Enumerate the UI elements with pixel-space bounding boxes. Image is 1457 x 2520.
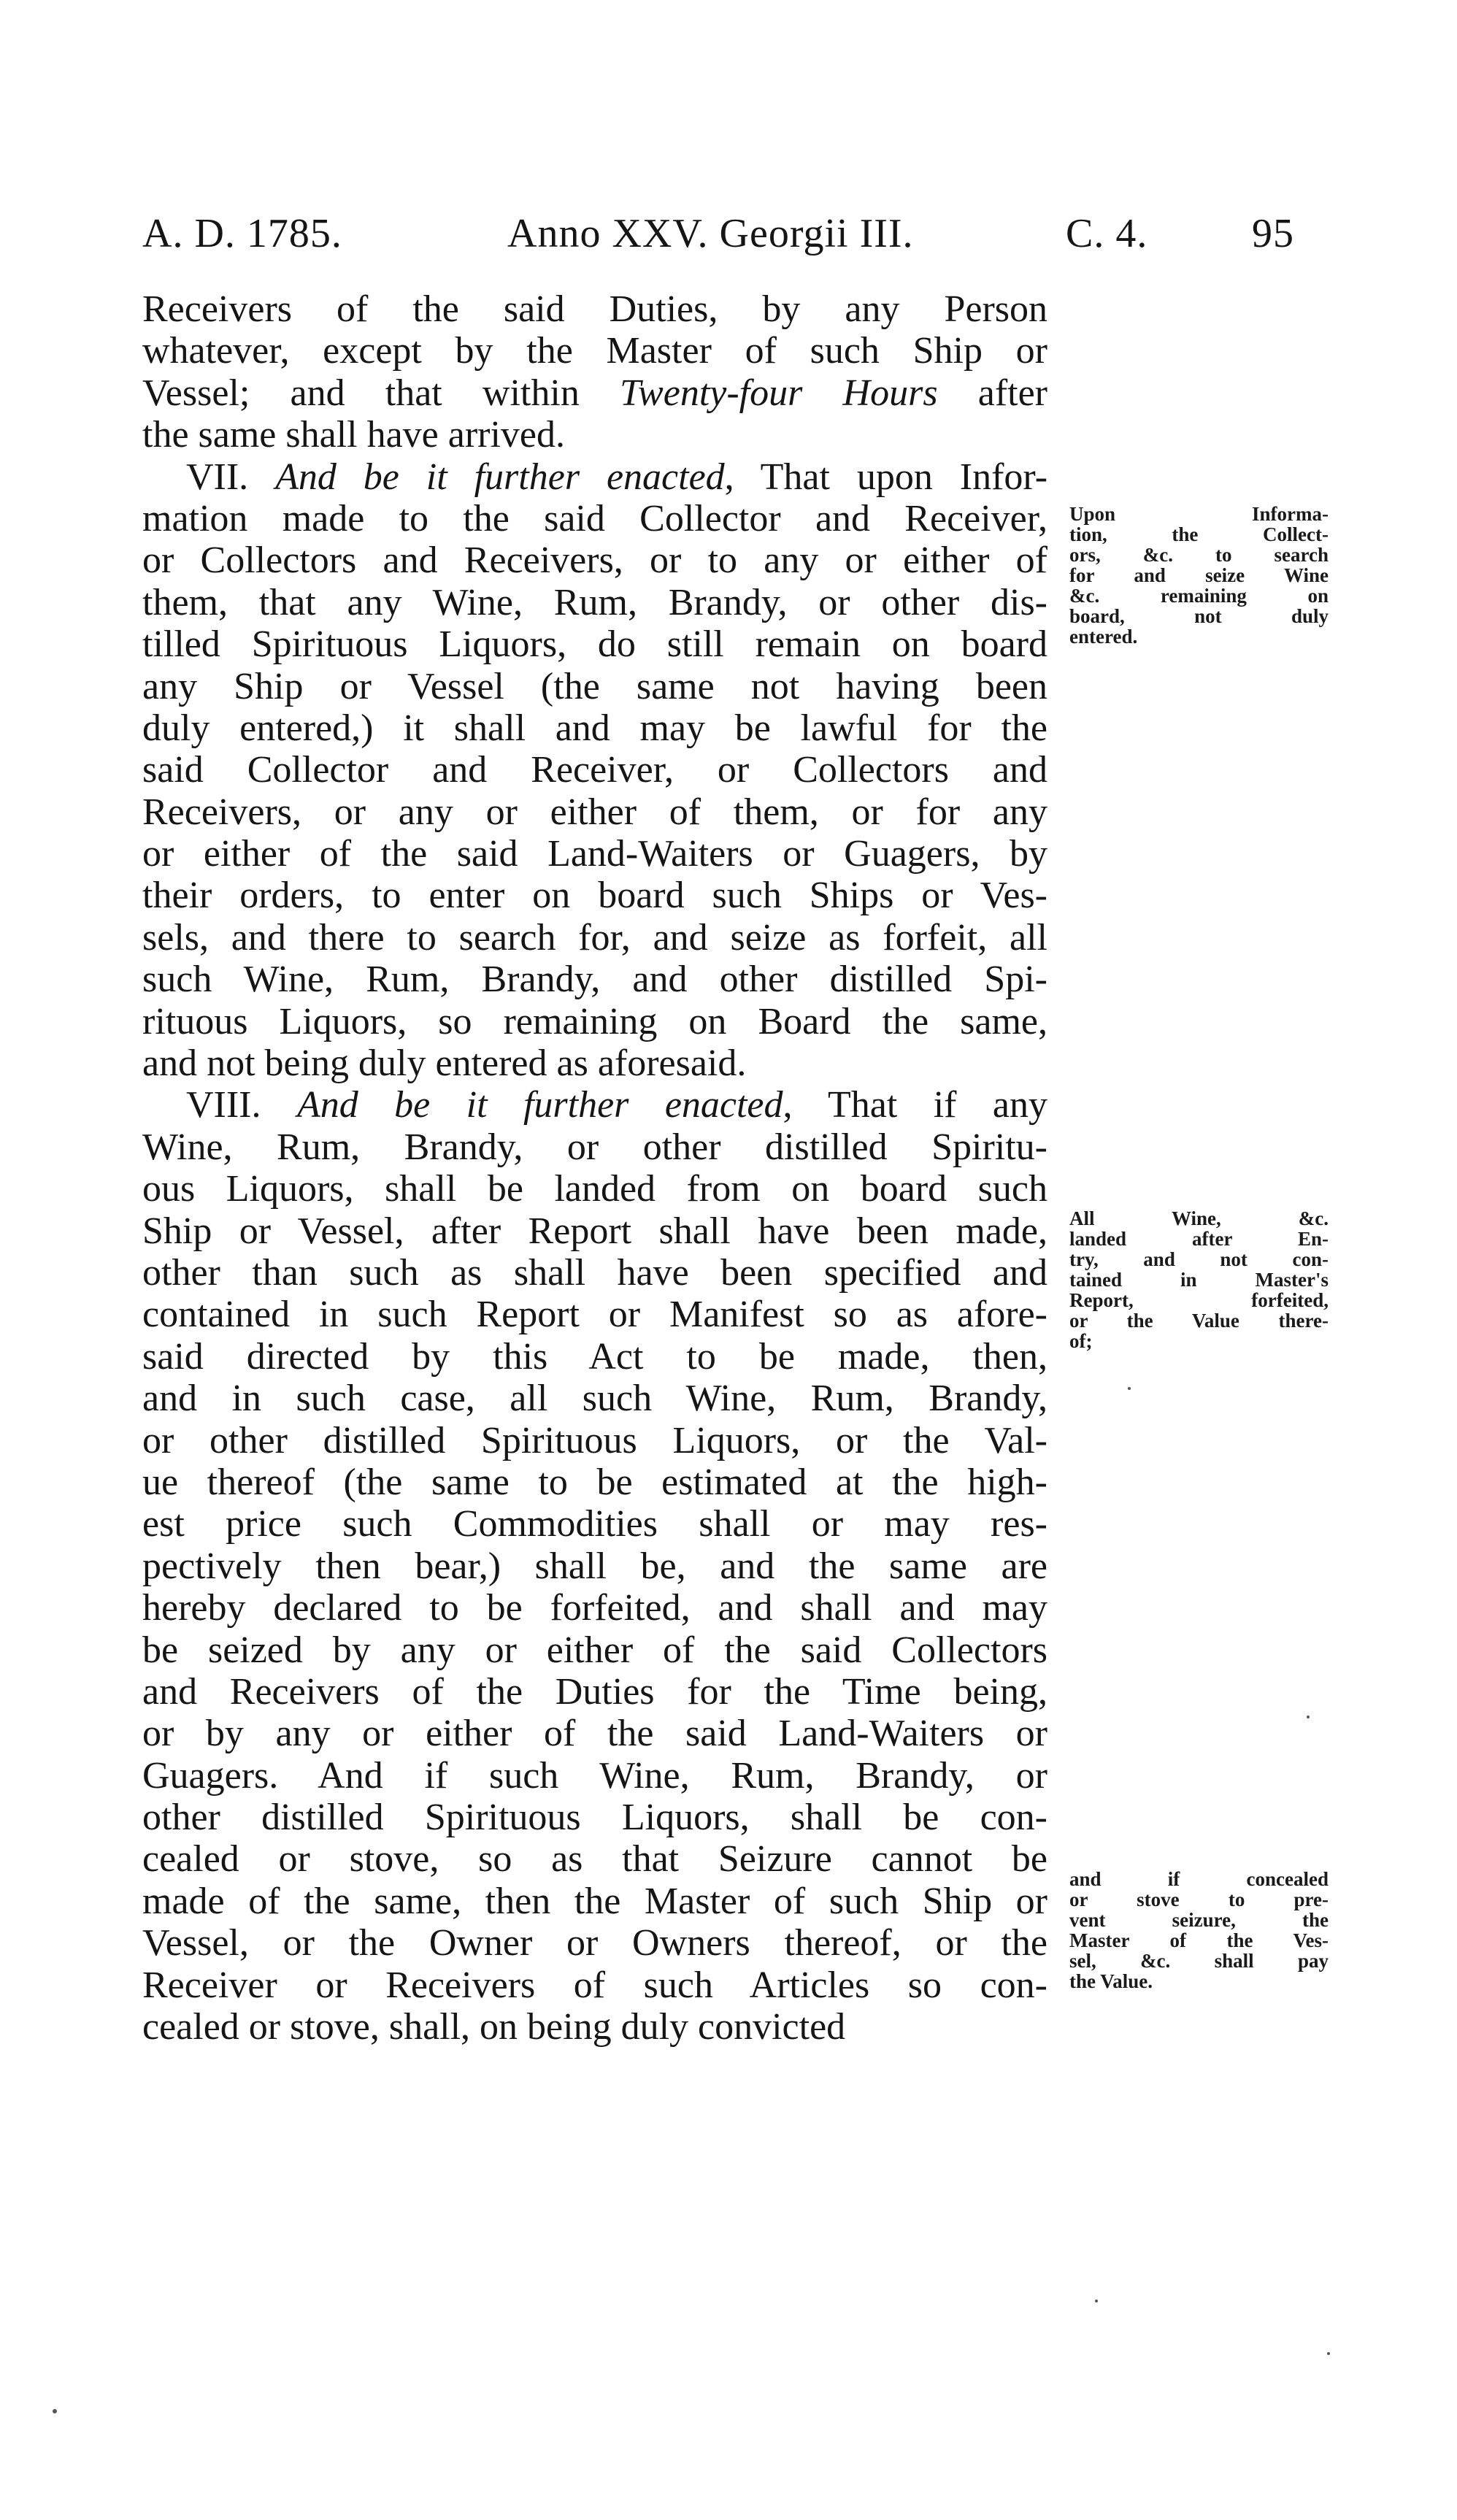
running-head-title: Anno XXV. Georgii III. <box>507 211 914 256</box>
text-line: cealed or stove, so as that Seizure cannot be <box>142 1838 1047 1881</box>
text-line: Wine, Rum, Brandy, or other distilled Spiritu- <box>142 1126 1047 1168</box>
text-line: Guagers. And if such Wine, Rum, Brandy, or <box>142 1754 1047 1797</box>
sidenote-concealment-penalty <box>1069 1869 1329 1991</box>
text-line: Vessel; and that within Twenty-four Hours after <box>142 372 1047 414</box>
text-line: Ship or Vessel, after Report shall have been made, <box>142 1210 1047 1252</box>
body-text <box>142 288 1047 2048</box>
sidenote-line: Report, forfeited, <box>1069 1289 1329 1311</box>
text-line: and Receivers of the Duties for the Time being, <box>142 1670 1047 1713</box>
page-number: 95 <box>1252 211 1294 256</box>
sidenote-line: Master of the Ves- <box>1069 1929 1329 1951</box>
text-line: or other distilled Spirituous Liquors, or the Val- <box>142 1419 1047 1461</box>
text-line: cealed or stove, shall, on being duly convicted <box>142 2006 846 2048</box>
text-line: and not being duly entered as aforesaid. <box>142 1042 747 1085</box>
sidenote-line: &c. remaining on <box>1069 585 1329 607</box>
text-line: said Collector and Receiver, or Collectors and <box>142 749 1047 791</box>
scan-speck <box>1128 1387 1131 1390</box>
sidenote-line: ors, &c. to search <box>1069 544 1329 566</box>
sidenote-line: or stove to pre- <box>1069 1889 1329 1910</box>
text-line: or either of the said Land-Waiters or Guagers, by <box>142 833 1047 875</box>
running-head-year: A. D. 1785. <box>142 211 342 256</box>
text-line: be seized by any or either of the said Collectors <box>142 1629 1047 1671</box>
text-line: other than such as shall have been specified and <box>142 1251 1047 1294</box>
sidenote-line: and if concealed <box>1069 1868 1329 1890</box>
sidenote-line: tained in Master's <box>1069 1269 1329 1291</box>
sidenote-line: Upon Informa- <box>1069 503 1329 525</box>
text-line: Receiver or Receivers of such Articles so con- <box>142 1964 1047 2006</box>
text-line: such Wine, Rum, Brandy, and other distilled Spi- <box>142 959 1047 1001</box>
scan-speck <box>53 2409 57 2413</box>
text-line: and in such case, all such Wine, Rum, Brandy, <box>142 1378 1047 1420</box>
sidenote-line: landed after En- <box>1069 1228 1329 1250</box>
sidenote-line: board, not duly <box>1069 605 1329 627</box>
text-line: Receivers of the said Duties, by any Person <box>142 288 1047 330</box>
text-line: sels, and there to search for, and seize as forfeit, all <box>142 916 1047 959</box>
text-line: mation made to the said Collector and Receiver, <box>142 497 1047 539</box>
text-line: rituous Liquors, so remaining on Board the same, <box>142 1000 1047 1042</box>
sidenote-line: tion, the Collect- <box>1069 523 1329 545</box>
text-line: any Ship or Vessel (the same not having been <box>142 665 1047 707</box>
text-line: them, that any Wine, Rum, Brandy, or other dis- <box>142 581 1047 623</box>
text-line: Vessel, or the Owner or Owners thereof, or the <box>142 1922 1047 1964</box>
text-line: or by any or either of the said Land-Waiters or <box>142 1713 1047 1755</box>
text-line: made of the same, then the Master of such Ship or <box>142 1880 1047 1922</box>
sidenote-line: sel, &c. shall pay <box>1069 1950 1329 1972</box>
sidenote-line: All Wine, &c. <box>1069 1207 1329 1229</box>
text-line: pectively then bear,) shall be, and the same are <box>142 1545 1047 1587</box>
sidenote-line: vent seizure, the <box>1069 1909 1329 1931</box>
text-line: other distilled Spirituous Liquors, shall be con- <box>142 1797 1047 1839</box>
sidenote-line: the Value. <box>1069 1970 1153 1992</box>
text-line: or Collectors and Receivers, or to any or either of <box>142 539 1047 582</box>
text-line: hereby declared to be forfeited, and shall and may <box>142 1587 1047 1629</box>
text-line: VIII. And be it further enacted, That if any <box>186 1084 1047 1126</box>
sidenote-search-and-seize <box>1069 504 1329 647</box>
text-line: contained in such Report or Manifest so as afore- <box>142 1294 1047 1336</box>
scan-speck <box>1307 1716 1310 1718</box>
text-line: ue thereof (the same to be estimated at the high- <box>142 1461 1047 1503</box>
running-head-chapter: C. 4. <box>1066 211 1148 256</box>
text-line: the same shall have arrived. <box>142 414 565 456</box>
text-line: said directed by this Act to be made, then, <box>142 1335 1047 1378</box>
text-line: their orders, to enter on board such Ships or Ves- <box>142 875 1047 917</box>
sidenote-line: or the Value there- <box>1069 1310 1329 1332</box>
sidenote-line: of; <box>1069 1330 1093 1352</box>
running-head <box>142 204 1339 263</box>
text-line: duly entered,) it shall and may be lawful for the <box>142 707 1047 749</box>
text-line: Receivers, or any or either of them, or for any <box>142 791 1047 833</box>
text-line: tilled Spirituous Liquors, do still remain on board <box>142 623 1047 666</box>
scan-speck <box>1327 2352 1330 2355</box>
sidenote-line: try, and not con- <box>1069 1248 1329 1270</box>
text-line: ous Liquors, shall be landed from on board such <box>142 1168 1047 1210</box>
sidenote-line: for and seize Wine <box>1069 564 1329 586</box>
sidenote-line: entered. <box>1069 626 1138 648</box>
text-line: whatever, except by the Master of such Ship or <box>142 330 1047 372</box>
sidenote-forfeiture <box>1069 1208 1329 1351</box>
text-line: est price such Commodities shall or may res- <box>142 1503 1047 1545</box>
scan-speck <box>1095 2300 1098 2302</box>
text-line: VII. And be it further enacted, That upon Infor- <box>186 456 1047 498</box>
